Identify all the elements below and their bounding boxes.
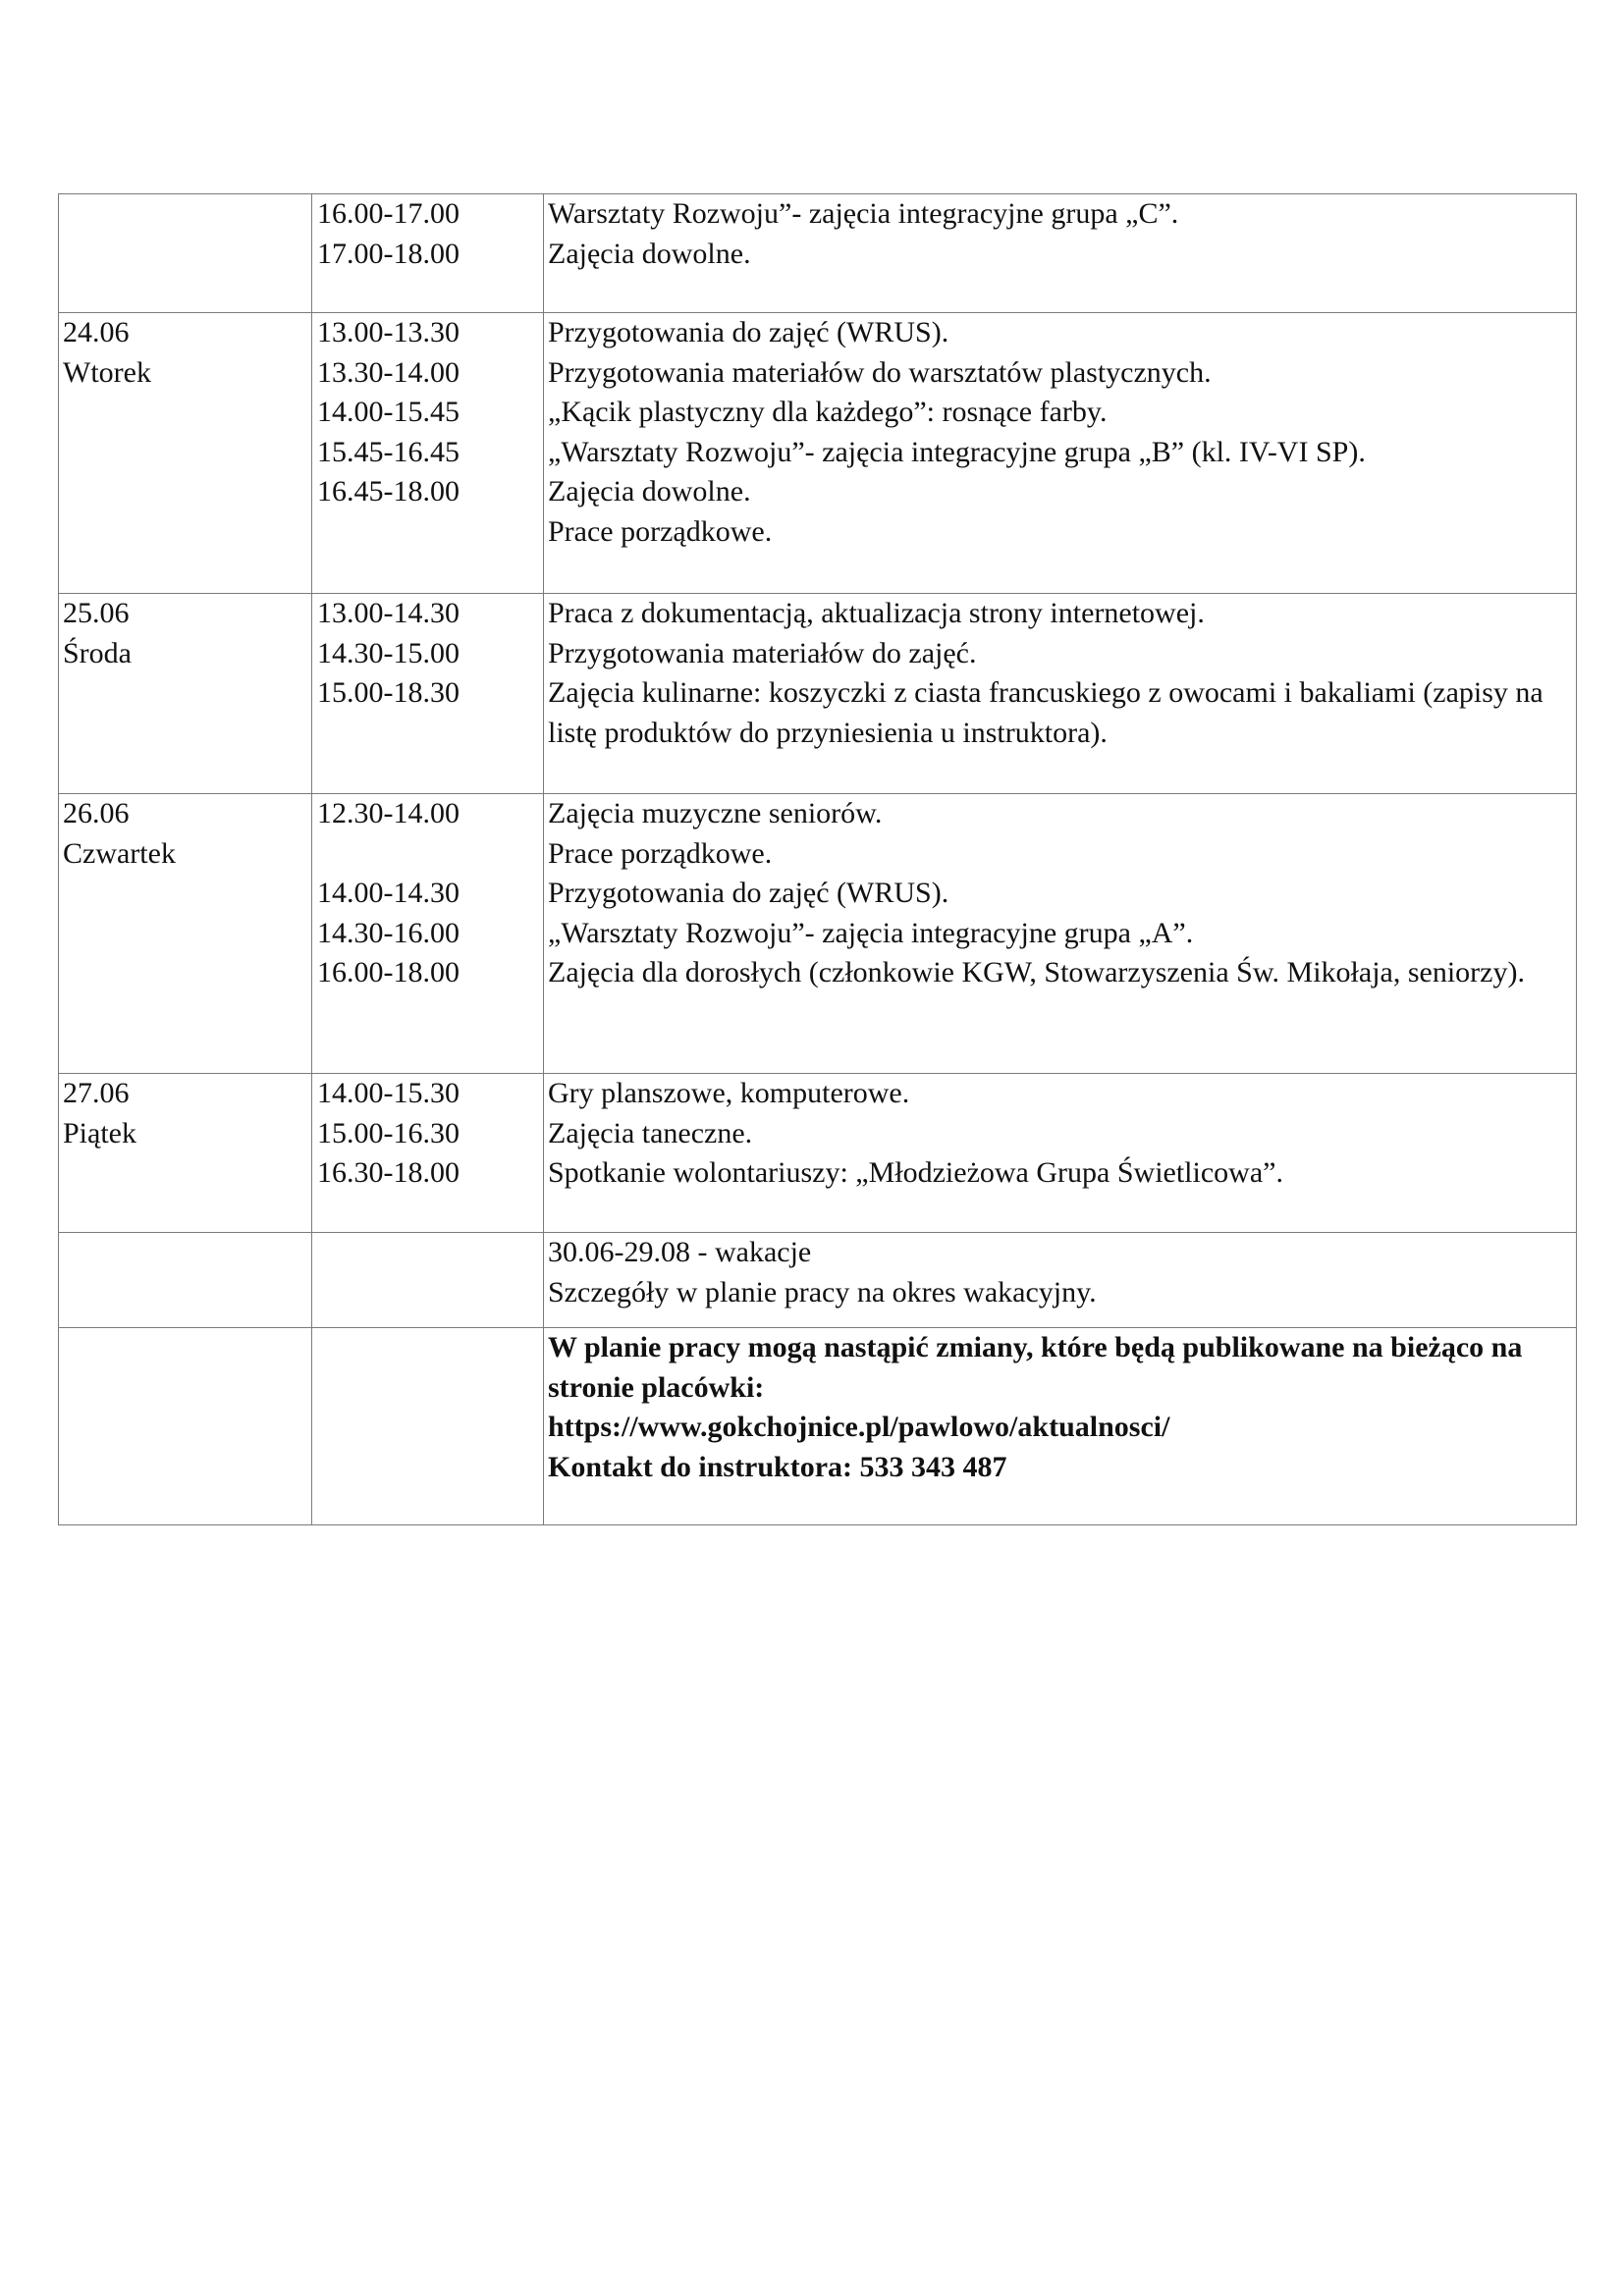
cell-line: „Warsztaty Rozwoju”- zajęcia integracyjne grupa „B” (kl. IV-VI SP). (548, 435, 1366, 468)
time-cell (312, 594, 544, 794)
cell-line: 13.00-14.30 (317, 597, 460, 629)
website-url[interactable]: https://www.gokchojnice.pl/pawlowo/aktualnosci/ (548, 1411, 1170, 1443)
cell-line: 14.00-14.30 (317, 877, 460, 909)
cell-line (317, 834, 543, 875)
schedule-table (58, 193, 1577, 1525)
weekday-label: Czwartek (63, 836, 176, 870)
date-label: 25.06 (63, 597, 130, 629)
day-cell (59, 194, 312, 313)
date-label: 24.06 (63, 316, 130, 348)
cell-line: 12.30-14.00 (317, 797, 460, 829)
cell-line: Zajęcia dowolne. (548, 237, 751, 270)
cell-line: Zajęcia taneczne. (548, 1116, 753, 1149)
day-cell (59, 1074, 312, 1233)
day-cell (59, 313, 312, 594)
cell-line: Przygotowania do zajęć (WRUS). (548, 877, 949, 909)
schedule-row (59, 194, 1577, 313)
time-cell (312, 1074, 544, 1233)
cell-line: 30.06-29.08 - wakacje (548, 1236, 812, 1268)
time-cell (312, 1233, 544, 1328)
cell-line: Gry planszowe, komputerowe. (548, 1077, 910, 1109)
activity-cell (544, 794, 1577, 1074)
table-body (59, 194, 1577, 1525)
cell-line: Przygotowania do zajęć (WRUS). (548, 316, 949, 348)
schedule-row (59, 594, 1577, 794)
note-empty-time-cell (312, 1328, 544, 1525)
cell-line: Zajęcia dowolne. (548, 475, 751, 507)
cell-line: Przygotowania materiałów do zajęć. (548, 636, 977, 669)
cell-line: Praca z dokumentacją, aktualizacja strony internetowej. (548, 597, 1205, 629)
cell-line: 13.00-13.30 (317, 316, 460, 348)
time-cell (312, 194, 544, 313)
cell-line: „Warsztaty Rozwoju”- zajęcia integracyjne grupa „A”. (548, 916, 1194, 949)
weekday-label: Wtorek (63, 355, 151, 389)
cell-line: Szczegóły w planie pracy na okres wakacyjny. (548, 1275, 1097, 1308)
time-cell (312, 794, 544, 1074)
cell-line: 17.00-18.00 (317, 237, 460, 270)
cell-line: 14.00-15.30 (317, 1077, 460, 1109)
cell-line: Zajęcia muzyczne seniorów. (548, 797, 883, 829)
note-cell (544, 1328, 1577, 1525)
day-cell (59, 794, 312, 1074)
cell-line: 16.00-18.00 (317, 956, 460, 988)
changes-notice: W planie pracy mogą nastąpić zmiany, które będą publikowane na bieżąco na stronie placówki: (548, 1331, 1523, 1404)
cell-line: 14.30-16.00 (317, 916, 460, 949)
schedule-row (59, 794, 1577, 1074)
cell-line: 15.00-16.30 (317, 1116, 460, 1149)
cell-line: Spotkanie wolontariuszy: „Młodzieżowa Grupa Świetlicowa”. (548, 1156, 1283, 1189)
cell-line: 15.45-16.45 (317, 435, 460, 468)
note-empty-day-cell (59, 1328, 312, 1525)
cell-line: Prace porządkowe. (548, 514, 773, 548)
cell-line: 14.00-15.45 (317, 396, 460, 428)
day-cell (59, 594, 312, 794)
date-label: 26.06 (63, 797, 130, 829)
date-label: 27.06 (63, 1077, 130, 1109)
cell-line: „Kącik plastyczny dla każdego”: rosnące farby. (548, 396, 1108, 428)
weekday-label: Środa (63, 636, 132, 669)
activity-cell (544, 594, 1577, 794)
cell-line: 14.30-15.00 (317, 636, 460, 669)
cell-line: Warsztaty Rozwoju”- zajęcia integracyjne grupa „C”. (548, 197, 1179, 230)
schedule-row (59, 1233, 1577, 1328)
cell-line: 16.30-18.00 (317, 1156, 460, 1189)
activity-cell (544, 194, 1577, 313)
cell-line: 15.00-18.30 (317, 676, 460, 709)
cell-line: Prace porządkowe. (548, 836, 773, 870)
cell-line: Przygotowania materiałów do warsztatów plastycznych. (548, 355, 1212, 389)
activity-cell (544, 1074, 1577, 1233)
schedule-row (59, 313, 1577, 594)
cell-line: 16.00-17.00 (317, 197, 460, 230)
time-cell (312, 313, 544, 594)
activity-cell (544, 313, 1577, 594)
note-row (59, 1328, 1577, 1525)
day-cell (59, 1233, 312, 1328)
activity-cell (544, 1233, 1577, 1328)
schedule-row (59, 1074, 1577, 1233)
weekday-label: Piątek (63, 1116, 136, 1149)
cell-line: Zajęcia kulinarne: koszyczki z ciasta francuskiego z owocami i bakaliami (zapisy na listę produktów do przyniesienia u instruktora). (548, 676, 1543, 749)
instructor-contact: Kontakt do instruktora: 533 343 487 (548, 1450, 1007, 1483)
cell-line: 16.45-18.00 (317, 475, 460, 507)
cell-line: 13.30-14.00 (317, 355, 460, 389)
cell-line: Zajęcia dla dorosłych (członkowie KGW, Stowarzyszenia Św. Mikołaja, seniorzy). (548, 956, 1525, 988)
